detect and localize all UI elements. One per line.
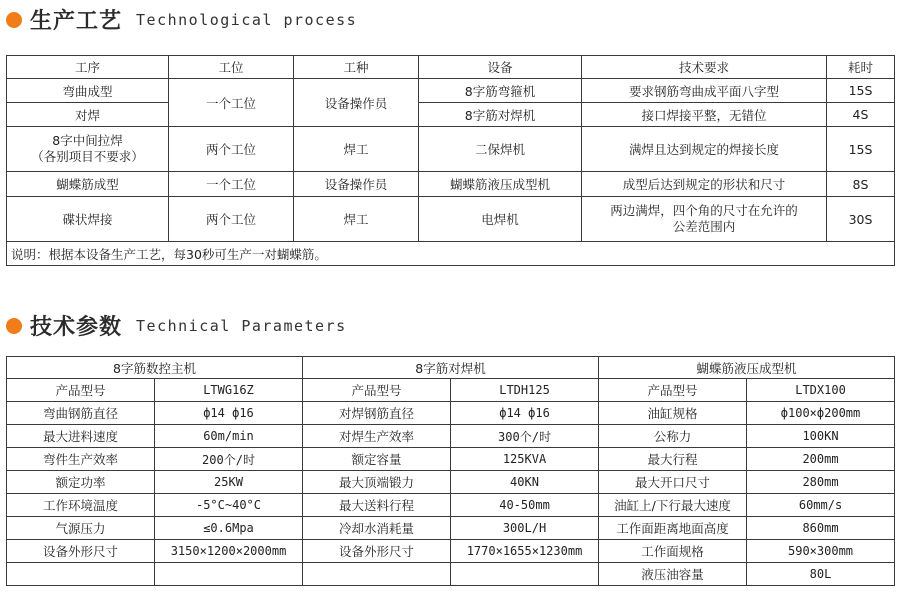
requirement-cell: 满焊且达到规定的焊接长度 bbox=[582, 127, 827, 172]
param-label-cell: 产品型号 bbox=[303, 379, 451, 402]
process-table bbox=[6, 55, 895, 266]
param-label-cell: 对焊钢筋直径 bbox=[303, 402, 451, 425]
param-label-cell bbox=[7, 563, 155, 586]
param-value-cell: 80L bbox=[747, 563, 895, 586]
param-value-cell: 200个/时 bbox=[155, 448, 303, 471]
process-note: 说明：根据本设备生产工艺，每30秒可生产一对蝴蝶筋。 bbox=[7, 242, 895, 266]
param-label-cell: 产品型号 bbox=[7, 379, 155, 402]
params-group-row bbox=[7, 357, 895, 379]
param-value-cell: 100KN bbox=[747, 425, 895, 448]
requirement-cell: 成型后达到规定的形状和尺寸 bbox=[582, 172, 827, 197]
param-value-cell: 300L/H bbox=[451, 517, 599, 540]
param-label-cell bbox=[303, 563, 451, 586]
requirement-cell: 要求钢筋弯曲成平面八字型 bbox=[582, 79, 827, 103]
param-value-cell: 1770×1655×1230mm bbox=[451, 540, 599, 563]
param-value-cell: 60m/min bbox=[155, 425, 303, 448]
table-row bbox=[7, 402, 895, 425]
requirement-cell bbox=[582, 197, 827, 242]
param-value-cell: 860mm bbox=[747, 517, 895, 540]
group-header-hydraulic-former: 蝴蝶筋液压成型机 bbox=[599, 357, 895, 379]
group-header-bending-machine: 8字筋数控主机 bbox=[7, 357, 303, 379]
param-label-cell: 工作面规格 bbox=[599, 540, 747, 563]
param-label-cell: 气源压力 bbox=[7, 517, 155, 540]
param-label-cell: 最大行程 bbox=[599, 448, 747, 471]
time-cell: 4S bbox=[827, 103, 895, 127]
param-label-cell: 工作环境温度 bbox=[7, 494, 155, 517]
param-value-cell: ф14 ф16 bbox=[155, 402, 303, 425]
param-value-cell: 25KW bbox=[155, 471, 303, 494]
param-label-cell: 设备外形尺寸 bbox=[7, 540, 155, 563]
time-cell: 15S bbox=[827, 79, 895, 103]
param-value-cell: ф14 ф16 bbox=[451, 402, 599, 425]
equipment-cell: 8字筋对焊机 bbox=[419, 103, 582, 127]
note-row bbox=[7, 242, 895, 266]
col-header-worker: 工种 bbox=[294, 56, 419, 79]
table-row bbox=[7, 103, 895, 127]
col-header-step: 工序 bbox=[7, 56, 169, 79]
requirement-line: 公差范围内 bbox=[672, 219, 736, 234]
requirement-cell: 接口焊接平整，无错位 bbox=[582, 103, 827, 127]
param-label-cell: 最大开口尺寸 bbox=[599, 471, 747, 494]
station-cell: 两个工位 bbox=[169, 127, 294, 172]
step-line: 8字中间拉焊 bbox=[52, 133, 123, 148]
param-label-cell: 液压油容量 bbox=[599, 563, 747, 586]
time-cell: 8S bbox=[827, 172, 895, 197]
table-row bbox=[7, 425, 895, 448]
col-header-requirement: 技术要求 bbox=[582, 56, 827, 79]
worker-cell: 焊工 bbox=[294, 197, 419, 242]
step-line: （各别项目不要求） bbox=[31, 149, 144, 164]
step-cell: 蝴蝶筋成型 bbox=[7, 172, 169, 197]
process-title-zh: 生产工艺 bbox=[30, 9, 123, 34]
orange-bullet-icon bbox=[6, 12, 22, 28]
table-row bbox=[7, 517, 895, 540]
group-header-butt-welder: 8字筋对焊机 bbox=[303, 357, 599, 379]
table-row bbox=[7, 494, 895, 517]
param-label-cell: 公称力 bbox=[599, 425, 747, 448]
params-title-zh: 技术参数 bbox=[30, 315, 123, 340]
table-row bbox=[7, 540, 895, 563]
col-header-station: 工位 bbox=[169, 56, 294, 79]
param-label-cell: 工作面距离地面高度 bbox=[599, 517, 747, 540]
time-cell: 15S bbox=[827, 127, 895, 172]
param-value-cell bbox=[451, 563, 599, 586]
step-cell: 碟状焊接 bbox=[7, 197, 169, 242]
equipment-cell: 二保焊机 bbox=[419, 127, 582, 172]
params-table bbox=[6, 356, 895, 586]
params-title-en: Technical Parameters bbox=[136, 316, 347, 335]
equipment-cell: 8字筋弯箍机 bbox=[419, 79, 582, 103]
step-cell: 弯曲成型 bbox=[7, 79, 169, 103]
col-header-time: 耗时 bbox=[827, 56, 895, 79]
param-value-cell: 40KN bbox=[451, 471, 599, 494]
param-value-cell: LTDH125 bbox=[451, 379, 599, 402]
worker-cell: 设备操作员 bbox=[294, 79, 419, 127]
param-label-cell: 最大进料速度 bbox=[7, 425, 155, 448]
station-cell: 一个工位 bbox=[169, 172, 294, 197]
param-value-cell: 280mm bbox=[747, 471, 895, 494]
param-value-cell: 125KVA bbox=[451, 448, 599, 471]
params-section-header bbox=[6, 310, 347, 341]
params-body bbox=[7, 379, 895, 586]
param-label-cell: 对焊生产效率 bbox=[303, 425, 451, 448]
table-row bbox=[7, 79, 895, 103]
param-value-cell: 60mm/s bbox=[747, 494, 895, 517]
table-row bbox=[7, 471, 895, 494]
table-row bbox=[7, 563, 895, 586]
param-label-cell: 冷却水消耗量 bbox=[303, 517, 451, 540]
worker-cell: 焊工 bbox=[294, 127, 419, 172]
station-cell: 两个工位 bbox=[169, 197, 294, 242]
param-label-cell: 最大送料行程 bbox=[303, 494, 451, 517]
process-title-en: Technological process bbox=[136, 10, 358, 29]
param-value-cell: LTWG16Z bbox=[155, 379, 303, 402]
process-section-header bbox=[6, 4, 357, 35]
table-row bbox=[7, 197, 895, 242]
param-label-cell: 油缸上/下行最大速度 bbox=[599, 494, 747, 517]
param-value-cell: 200mm bbox=[747, 448, 895, 471]
param-value-cell: 40-50mm bbox=[451, 494, 599, 517]
equipment-cell: 蝴蝶筋液压成型机 bbox=[419, 172, 582, 197]
time-cell: 30S bbox=[827, 197, 895, 242]
table-row bbox=[7, 448, 895, 471]
param-label-cell: 设备外形尺寸 bbox=[303, 540, 451, 563]
table-row bbox=[7, 127, 895, 172]
step-cell bbox=[7, 127, 169, 172]
station-cell: 一个工位 bbox=[169, 79, 294, 127]
process-header-row bbox=[7, 56, 895, 79]
table-row bbox=[7, 379, 895, 402]
worker-cell: 设备操作员 bbox=[294, 172, 419, 197]
param-value-cell: 300个/时 bbox=[451, 425, 599, 448]
param-value-cell: ф100×ф200mm bbox=[747, 402, 895, 425]
param-value-cell: LTDX100 bbox=[747, 379, 895, 402]
requirement-line: 两边满焊，四个角的尺寸在允许的 bbox=[610, 203, 798, 218]
param-label-cell: 油缸规格 bbox=[599, 402, 747, 425]
equipment-cell: 电焊机 bbox=[419, 197, 582, 242]
param-label-cell: 额定容量 bbox=[303, 448, 451, 471]
param-label-cell: 产品型号 bbox=[599, 379, 747, 402]
param-label-cell: 额定功率 bbox=[7, 471, 155, 494]
col-header-equipment: 设备 bbox=[419, 56, 582, 79]
param-label-cell: 弯曲钢筋直径 bbox=[7, 402, 155, 425]
step-cell: 对焊 bbox=[7, 103, 169, 127]
param-label-cell: 最大顶端锻力 bbox=[303, 471, 451, 494]
param-value-cell: ≤0.6Mpa bbox=[155, 517, 303, 540]
table-row bbox=[7, 172, 895, 197]
param-value-cell bbox=[155, 563, 303, 586]
param-label-cell: 弯件生产效率 bbox=[7, 448, 155, 471]
param-value-cell: -5°C~40°C bbox=[155, 494, 303, 517]
orange-bullet-icon bbox=[6, 318, 22, 334]
param-value-cell: 590×300mm bbox=[747, 540, 895, 563]
param-value-cell: 3150×1200×2000mm bbox=[155, 540, 303, 563]
